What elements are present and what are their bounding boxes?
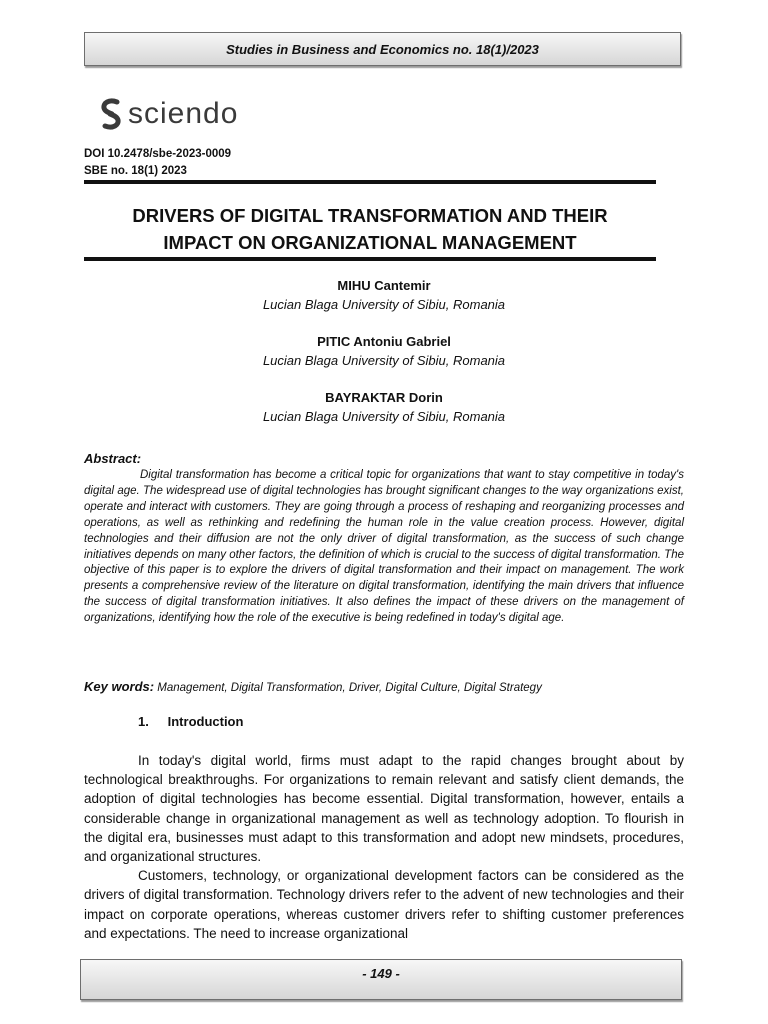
author-name: PITIC Antoniu Gabriel bbox=[317, 334, 451, 349]
section-number: 1. bbox=[138, 714, 149, 729]
top-rule bbox=[84, 180, 656, 184]
paragraph: In today's digital world, firms must adapt to the rapid changes brought about by technological breakthroughs. For organizations to remain relevant and satisfy client demands, the adoption of digital technologies has become essential. Digital transformation, however, entails a considerable change in organizational management as well as technology adoption. To flourish in the digital era, businesses must adapt to this transformation and adopt new mindsets, procedures, and organizational structures. bbox=[84, 753, 684, 865]
abstract-label: Abstract: bbox=[84, 451, 142, 466]
body-text bbox=[84, 751, 684, 943]
author-list bbox=[84, 276, 684, 444]
author-affiliation: Lucian Blaga University of Sibiu, Romania bbox=[262, 409, 506, 424]
sciendo-wordmark: sciendo bbox=[128, 97, 239, 130]
paper-title bbox=[84, 202, 656, 256]
title-line-1: DRIVERS OF DIGITAL TRANSFORMATION AND THEIR bbox=[132, 205, 608, 226]
section-heading-introduction bbox=[138, 713, 243, 731]
sbe-line: SBE no. 18(1) 2023 bbox=[84, 165, 187, 177]
page-number: - 149 - bbox=[362, 966, 400, 981]
title-rule bbox=[84, 257, 656, 261]
author-block bbox=[84, 332, 684, 371]
article-meta bbox=[84, 146, 231, 180]
journal-header bbox=[84, 32, 681, 66]
doi-line: DOI 10.2478/sbe-2023-0009 bbox=[84, 148, 232, 160]
paragraph: Customers, technology, or organizational development factors can be considered as the drivers of digital transformation. Technology drivers refer to the advent of new technologies and their impact on corporate operations, whereas customer drivers refer to shifting customer preferences and expectations. The need to increase organizational bbox=[84, 868, 684, 941]
title-line-2: IMPACT ON ORGANIZATIONAL MANAGEMENT bbox=[163, 232, 577, 253]
keywords-label: Key words: bbox=[84, 679, 155, 694]
journal-title: Studies in Business and Economics no. 18(1)/2023 bbox=[226, 41, 539, 57]
section-title: Introduction bbox=[167, 714, 244, 729]
page-footer bbox=[80, 959, 682, 1000]
author-name: MIHU Cantemir bbox=[337, 278, 431, 293]
keywords-line bbox=[84, 678, 684, 697]
author-name: BAYRAKTAR Dorin bbox=[325, 390, 443, 405]
author-affiliation: Lucian Blaga University of Sibiu, Romania bbox=[262, 297, 506, 312]
author-block bbox=[84, 276, 684, 315]
author-affiliation: Lucian Blaga University of Sibiu, Romania bbox=[262, 353, 506, 368]
sciendo-logo bbox=[100, 98, 238, 130]
abstract-text: Digital transformation has become a critical topic for organizations that want to stay competitive in today's digital age. The widespread use of digital technologies has brought significant changes to the way organizations exist, operate and interact with customers. They are going through a process of reshaping and reorganizing processes and operations, as well as rethinking and redefining the human role in the value creation process. However, digital technologies and their diffusion are not the only driver of digital transformation, as the success of such change initiatives depends on many other factors, the definition of which is crucial to the success of digital transformation. The objective of this paper is to explore the drivers of digital transformation and their impact on management. The work presents a comprehensive review of the literature on digital transformation, identifying the main drivers that influence the success of digital transformation initiatives. It also defines the impact of these drivers on the management of organizations, identifying how the role of the executive is being redefined in today's digital age. bbox=[84, 469, 684, 625]
abstract-section bbox=[84, 450, 684, 627]
keywords-text: Management, Digital Transformation, Driver, Digital Culture, Digital Strategy bbox=[157, 682, 542, 694]
author-block bbox=[84, 388, 684, 427]
sciendo-mark-icon bbox=[100, 98, 122, 130]
